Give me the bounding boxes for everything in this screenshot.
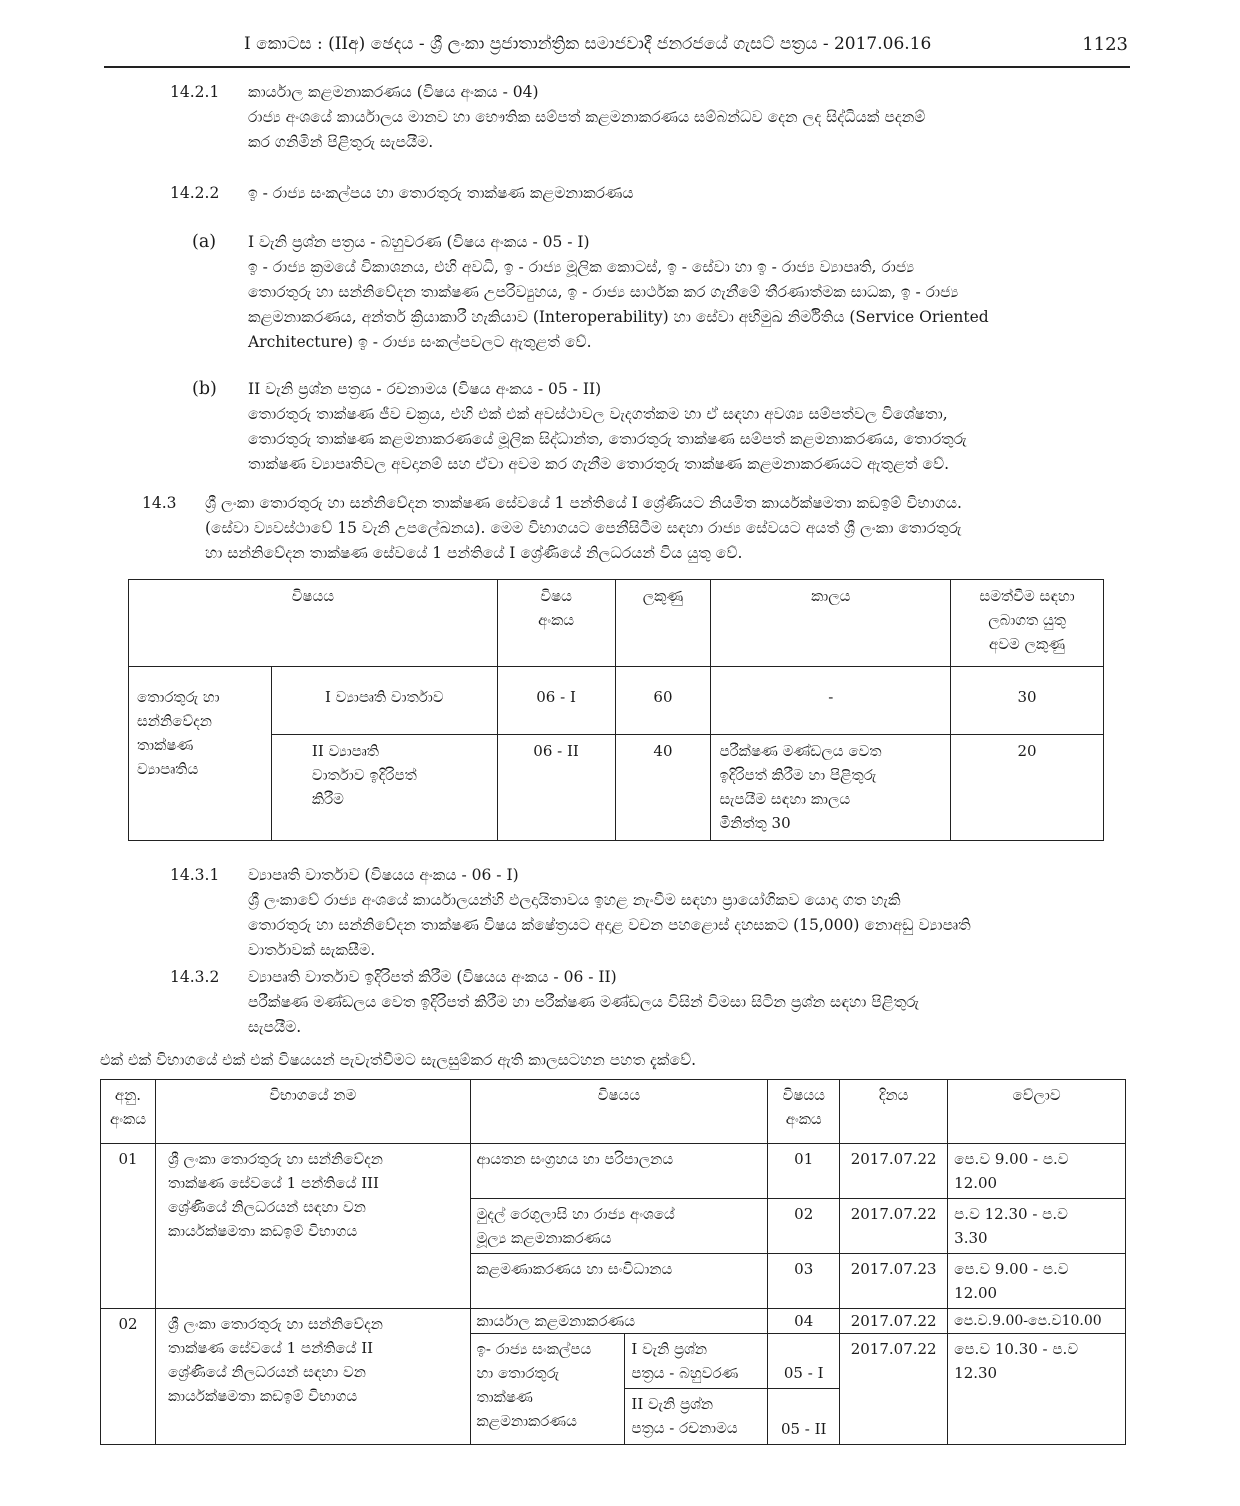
- item-b: [248, 377, 967, 477]
- table-row: [101, 1144, 1126, 1199]
- page-header: [104, 32, 1130, 68]
- code-cell: 04: [768, 1309, 840, 1334]
- exam-structure-table: [128, 579, 1104, 841]
- subject-cell: II ව්‍යාපෘති වාර්තාව ඉදිරිපත් කිරීම: [271, 735, 497, 841]
- section-14-3-1: [248, 863, 971, 963]
- section-number: 14.3.1: [170, 866, 220, 884]
- section-line: තොරතුරු හා සන්නිවේදන තාක්ෂණ විෂය ක්ෂේත්‍රයට අදාළ වචන පහළොස් දහසකට (15,000) නොඅඩු ව්‍යාපෘති: [248, 916, 971, 934]
- section-line: කර ගනිමින් පිළිතුරු සැපයීම.: [248, 133, 434, 151]
- item-line: තොරතුරු තාක්ෂණ කළමනාකරණයේ මූලික සිද්ධාන්ත, තොරතුරු තාක්ෂණ සම්පත් කළමනාකරණය, තොරතුරු: [248, 430, 967, 448]
- table-row: [101, 1309, 1126, 1334]
- time-cell: ප.ව 12.30 - ප.ව 3.30: [948, 1199, 1126, 1254]
- subject-cell: ඉ- රාජ්‍ය සංකල්පය හා තොරතුරු තාක්ෂණ කළමනාකරණය: [470, 1334, 625, 1445]
- section-14-2-2-heading: ඉ - රාජ්‍ය සංකල්පය හා තොරතුරු තාක්ෂණ කළමනාකරණය: [248, 184, 634, 202]
- paper-cell: I වැනි ප්‍රශ්න පත්‍රය - බහුවරණ: [625, 1334, 768, 1389]
- item-label: (a): [192, 232, 217, 252]
- date-cell: 2017.07.22: [840, 1309, 948, 1334]
- section-line: වාර්තාවක් සැකසීම.: [248, 941, 376, 959]
- section-14-2-1: [248, 80, 925, 155]
- time-cell: පෙ.ව.9.00-පෙ.ව10.00: [948, 1309, 1126, 1334]
- item-heading: II වැනි ප්‍රශ්න පත්‍රය - රචනාමය (විෂය අංකය - 05 - II): [248, 380, 602, 398]
- header-subject: විෂයය: [470, 1080, 768, 1144]
- duration-cell: -: [711, 667, 951, 735]
- min-marks-cell: 30: [951, 667, 1104, 735]
- subject-cell: කළමණාකරණය හා සංවිධානය: [470, 1254, 768, 1309]
- table-row: [129, 735, 1104, 841]
- page-number: 1123: [1082, 34, 1128, 55]
- header-date: දිනය: [840, 1080, 948, 1144]
- subject-cell: මුදල් රෙගුලාසි හා රාජ්‍ය අංශයේ මූල්‍ය කළමනාකරණය: [470, 1199, 768, 1254]
- header-code: විෂය අංකය: [497, 580, 615, 667]
- section-number: 14.3.2: [170, 968, 220, 986]
- header-no: අනු. අංකය: [101, 1080, 156, 1144]
- item-line: කළමනාකරණය, අන්තර් ක්‍රියාකාරී හැකියාව (Interoperability) හා සේවා අභිමුඛ නිර්මිතිය (Service Oriented: [248, 308, 989, 326]
- section-heading: ව්‍යාපෘති වාර්තාව (විෂයය අංකය - 06 - I): [248, 866, 519, 884]
- date-cell: 2017.07.22: [840, 1199, 948, 1254]
- section-line: හා සන්නිවේදන තාක්ෂණ සේවයේ 1 පන්තියේ I ශ්‍රේණියේ නිලධරයන් විය යුතු වේ.: [205, 544, 743, 562]
- section-heading: ව්‍යාපෘති වාර්තාව ඉදිරිපත් කිරීම (විෂයය අංකය - 06 - II): [248, 968, 617, 986]
- time-cell: පෙ.ව 9.00 - ප.ව 12.00: [948, 1144, 1126, 1199]
- date-cell: 2017.07.22: [840, 1334, 948, 1445]
- header-min-marks: සමත්වීම සඳහා ලබාගත යුතු අවම ලකුණු: [951, 580, 1104, 667]
- section-line: (සේවා ව්‍යවස්ථාවේ 15 වැනි උපලේඛනය). මෙම විභාගයට පෙනීසිටීම සඳහා රාජ්‍ය සේවයට අයත් ශ්‍රී ලංකා තොරතුරු: [205, 519, 962, 537]
- time-cell: පෙ.ව 10.30 - ප.ව 12.30: [948, 1334, 1126, 1445]
- section-14-3-2: [248, 965, 919, 1040]
- item-a: [248, 230, 989, 355]
- item-line: ඉ - රාජ්‍ය ක්‍රමයේ විකාශනය, එහි අවධි, ඉ - රාජ්‍ය මූලික කොටස්, ඉ - සේවා හා ඉ - රාජ්‍ය ව්‍යාපෘති, රාජ්‍ය: [248, 258, 915, 276]
- subject-cell: කාර්යාල කළමනාකරණය: [470, 1309, 768, 1334]
- exam-schedule-table: [100, 1079, 1126, 1445]
- item-line: තොරතුරු තාක්ෂණ ජීව චක්‍රය, එහි එක් එක් අවස්ථාවල වැදගත්කම හා ඒ සඳහා අවශ්‍ය සම්පත්වල විශේෂතා,: [248, 405, 948, 423]
- row-number: 01: [101, 1144, 156, 1309]
- subject-group: තොරතුරු හා සන්නිවේදන තාක්ෂණ ව්‍යාපෘතිය: [129, 667, 272, 841]
- section-line: පරීක්ෂණ මණ්ඩලය වෙත ඉදිරිපත් කිරීම හා පරීක්ෂණ මණ්ඩලය විසින් විමසා සිටින ප්‍රශ්න සඳහා පිළිතුරු: [248, 993, 920, 1011]
- date-cell: 2017.07.22: [840, 1144, 948, 1199]
- gazette-title: I කොටස : (IIඅ) ඡෙදය - ශ්‍රී ලංකා ප්‍රජාතාන්ත්‍රික සමාජවාදී ජනරජයේ ගැසට් පත්‍රය - 2017.06.16: [244, 34, 932, 54]
- header-code: විෂයය අංකය: [768, 1080, 840, 1144]
- row-number: 02: [101, 1309, 156, 1445]
- code-cell: 03: [768, 1254, 840, 1309]
- code-cell: 06 - II: [497, 735, 615, 841]
- exam-name: ශ්‍රී ලංකා තොරතුරු හා සන්නිවේදන තාක්ෂණ සේවයේ 1 පන්තියේ III ශ්‍රේණියේ නිලධරයන් සඳහා වන කාර්යක්ෂමතා කඩඉම් විභාගය: [155, 1144, 470, 1309]
- item-label: (b): [192, 379, 217, 399]
- item-line: තොරතුරු හා සන්නිවේදන තාක්ෂණ උපරිව්‍යුහය, ඉ - රාජ්‍ය සාර්ථක කර ගැනීමේ තීරණාත්මක සාධක, ඉ - රාජ්‍ය: [248, 283, 959, 301]
- section-line: රාජ්‍ය අංශයේ කාර්යාලය මානව හා භෞතික සම්පත් කළමනාකරණය සම්බන්ධව දෙන ලද සිද්ධියක් පදනම්: [248, 108, 926, 126]
- header-marks: ලකුණු: [615, 580, 711, 667]
- section-number: 14.3: [142, 494, 177, 512]
- subject-cell: ආයතන සංග්‍රහය හා පරිපාලනය: [470, 1144, 768, 1199]
- item-heading: I වැනි ප්‍රශ්න පත්‍රය - බහුවරණ (විෂය අංකය - 05 - I): [248, 233, 590, 251]
- exam-name: ශ්‍රී ලංකා තොරතුරු හා සන්නිවේදන තාක්ෂණ සේවයේ 1 පන්තියේ II ශ්‍රේණියේ නිලධරයන් සඳහා වන කාර්යක්ෂමතා කඩඉම් විභාගය: [155, 1309, 470, 1445]
- marks-cell: 40: [615, 735, 711, 841]
- section-line: සැපයීම.: [248, 1018, 302, 1036]
- duration-cell: පරීක්ෂණ මණ්ඩලය වෙත ඉදිරිපත් කිරීම හා පිළිතුරු සැපයීම සඳහා කාලය මිනිත්තු 30: [711, 735, 951, 841]
- section-number: 14.2.1: [170, 83, 220, 101]
- schedule-intro: එක් එක් විභාගයේ එක් එක් විෂයයන් පැවැත්වීමට සැලසුම්කර ඇති කාලසටහන පහත දැක්වේ.: [100, 1051, 697, 1069]
- item-line: තාක්ෂණ ව්‍යාපෘතිවල අවදානම් සහ ඒවා අවම කර ගැනීම තොරතුරු තාක්ෂණ කළමනාකරණයට ඇතුළත් වේ.: [248, 455, 950, 473]
- code-cell: 02: [768, 1199, 840, 1254]
- table-header-row: [129, 580, 1104, 667]
- paper-cell: II වැනි ප්‍රශ්න පත්‍රය - රචනාමය: [625, 1389, 768, 1445]
- section-line: ශ්‍රී ලංකාවේ රාජ්‍ය අංශයේ කාර්යාලයන්හි ඵලදායිතාවය ඉහළ නැංවීම සඳහා ප්‍රායෝගිකව යොදා ගත හැකි: [248, 891, 901, 909]
- header-duration: කාලය: [711, 580, 951, 667]
- marks-cell: 60: [615, 667, 711, 735]
- code-cell: 01: [768, 1144, 840, 1199]
- code-cell: 05 - II: [768, 1389, 840, 1445]
- header-subject: විෂයය: [129, 580, 498, 667]
- table-row: [129, 667, 1104, 735]
- table-header-row: [101, 1080, 1126, 1144]
- subject-cell: I ව්‍යාපෘති වාර්තාව: [271, 667, 497, 735]
- item-line: Architecture) ඉ - රාජ්‍ය සංකල්පවලට ඇතුළත් වේ.: [248, 333, 592, 351]
- header-exam: විභාගයේ නම: [155, 1080, 470, 1144]
- header-time: වේලාව: [948, 1080, 1126, 1144]
- section-number: 14.2.2: [170, 184, 220, 202]
- section-heading: කාර්යාල කළමනාකරණය (විෂය අංකය - 04): [248, 83, 539, 101]
- date-cell: 2017.07.23: [840, 1254, 948, 1309]
- section-line: ශ්‍රී ලංකා තොරතුරු හා සන්නිවේදන තාක්ෂණ සේවයේ 1 පන්තියේ I ශ්‍රේණියට නියමිත කාර්යක්ෂමතා කඩඉම් විභාගය.: [205, 494, 962, 512]
- code-cell: 05 - I: [768, 1334, 840, 1389]
- code-cell: 06 - I: [497, 667, 615, 735]
- min-marks-cell: 20: [951, 735, 1104, 841]
- section-14-3: [205, 491, 962, 566]
- time-cell: පෙ.ව 9.00 - ප.ව 12.00: [948, 1254, 1126, 1309]
